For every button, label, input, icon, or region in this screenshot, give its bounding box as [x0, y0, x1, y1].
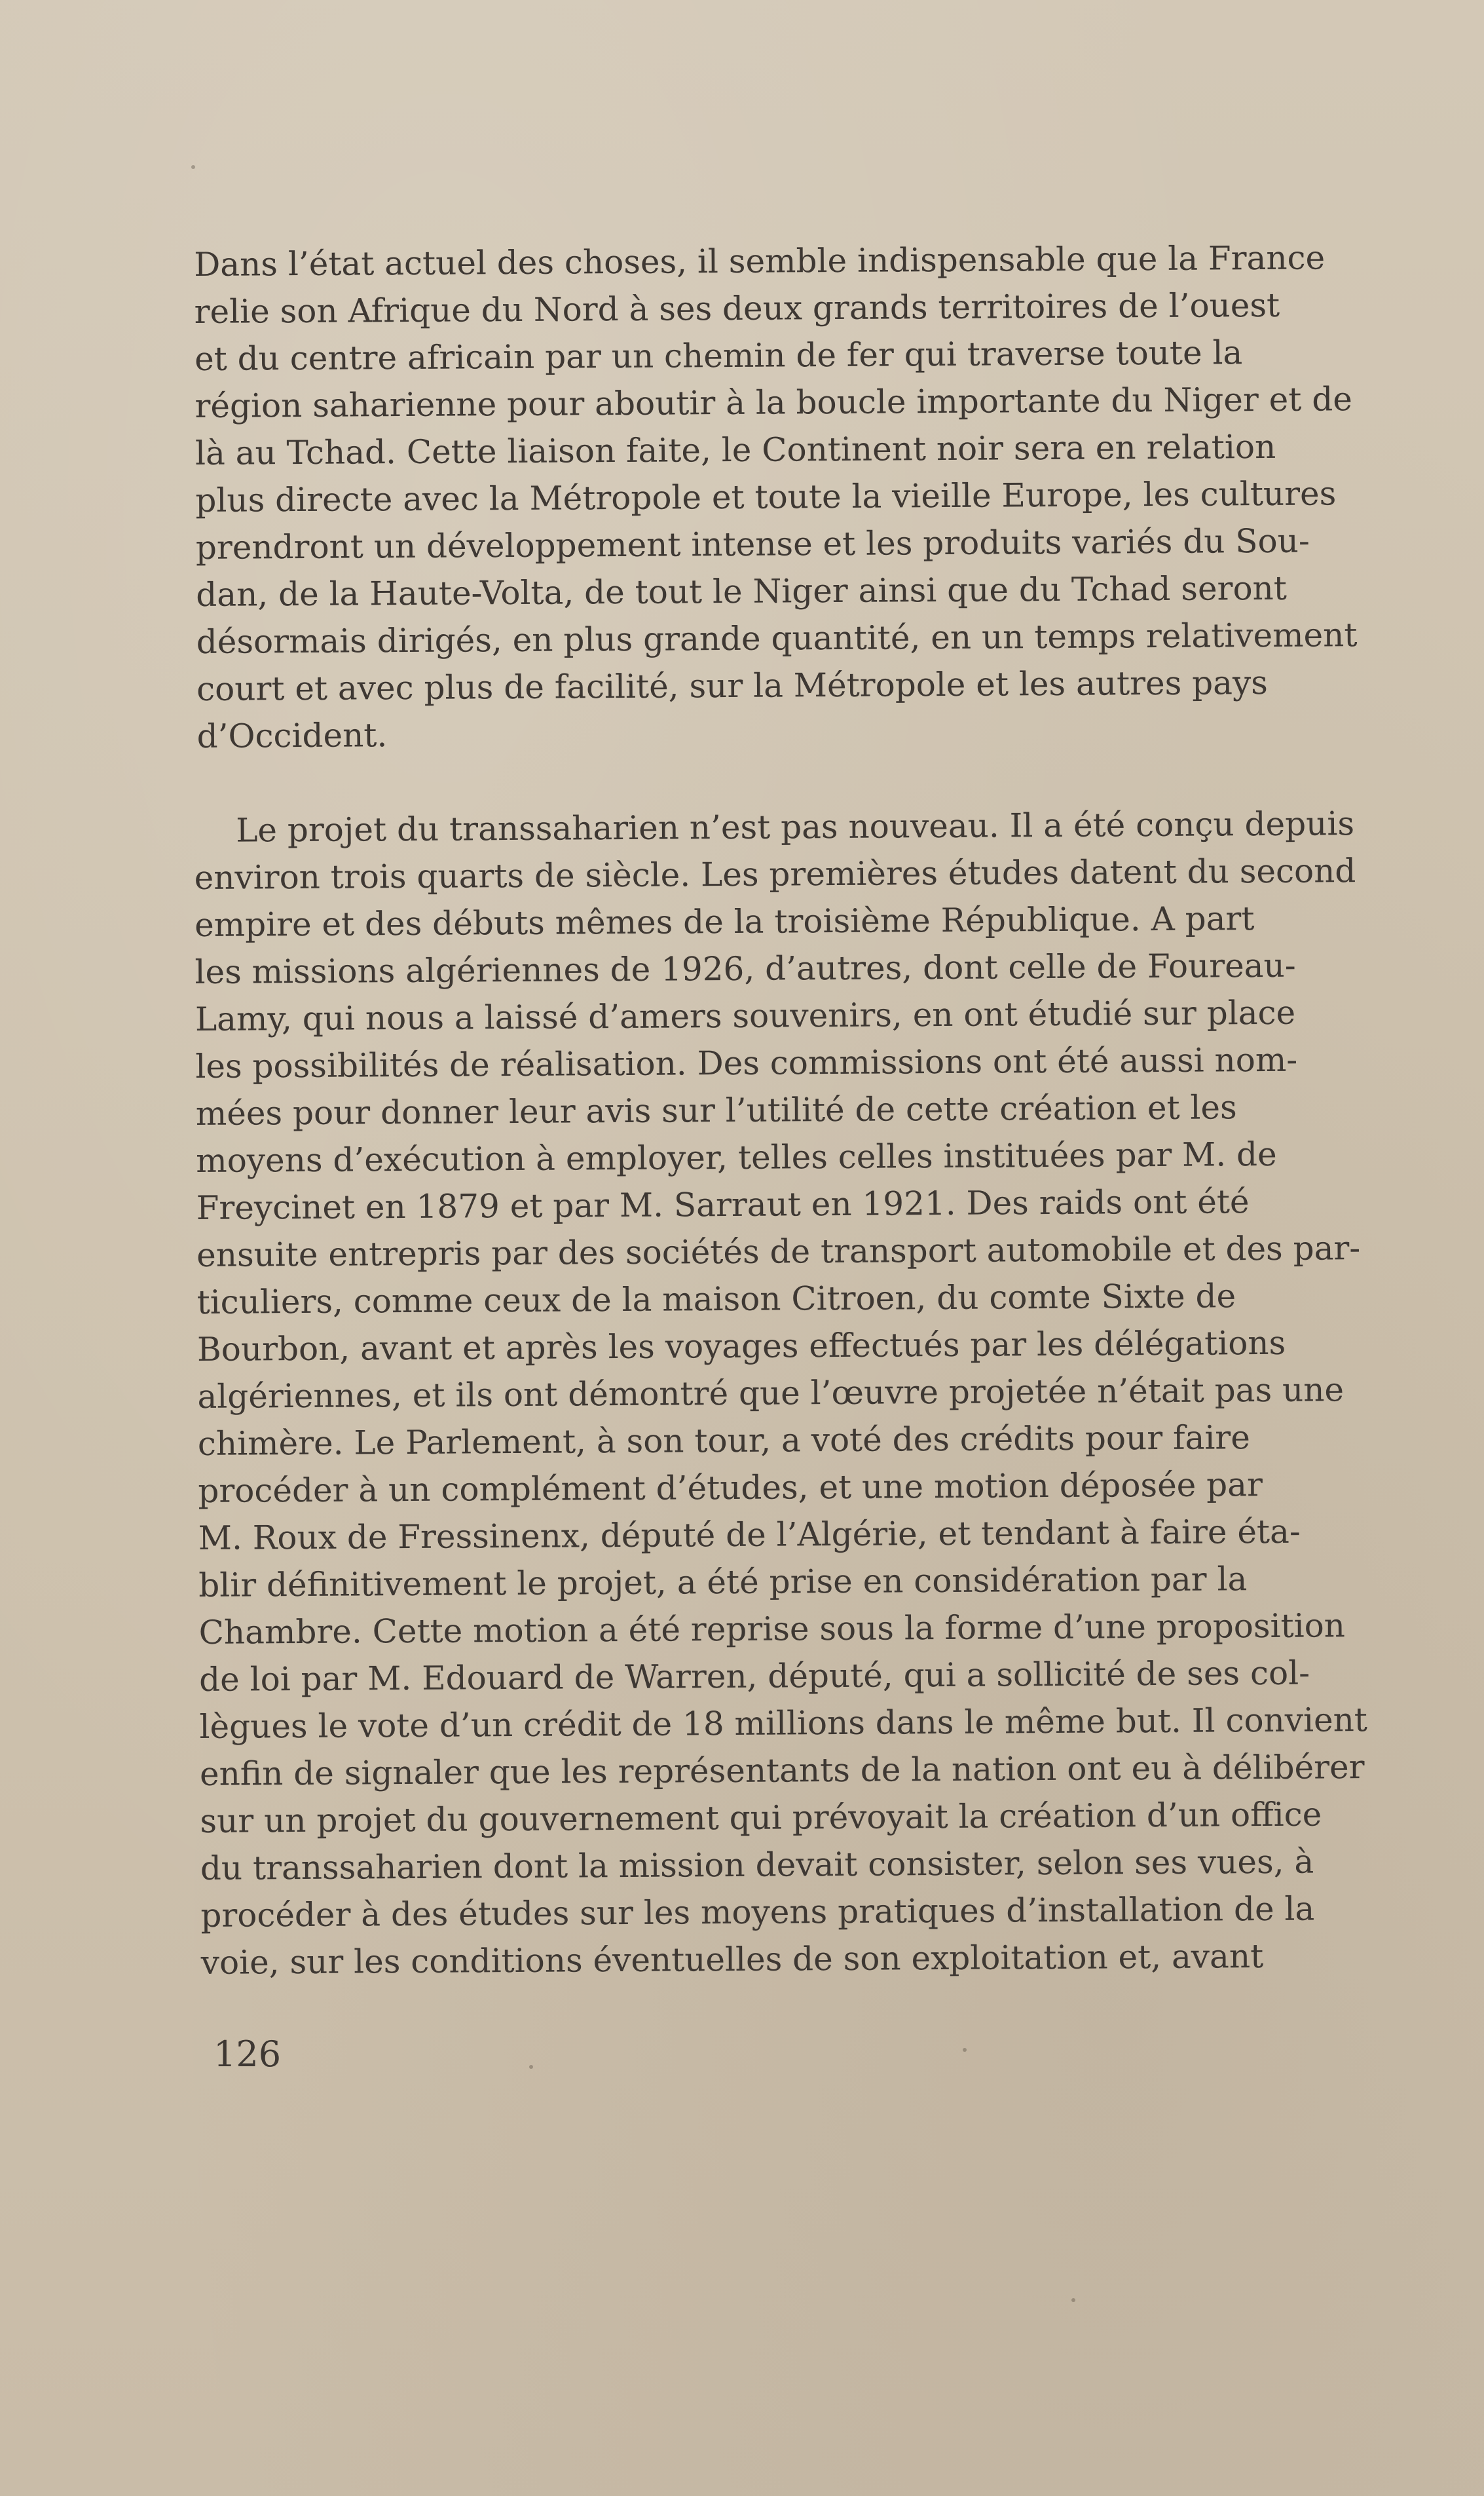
text-line: court et avec plus de facilité, sur la Métropole et les autres pays — [196, 663, 1269, 708]
text-line: lègues le vote d’un crédit de 18 millions dans le même but. Il convient — [199, 1701, 1368, 1746]
text-line: là au Tchad. Cette liaison faite, le Continent noir sera en relation — [195, 427, 1276, 472]
text-line: Dans l’état actuel des choses, il semble indispensable que la France — [194, 238, 1326, 284]
text-line: région saharienne pour aboutir à la boucle importante du Niger et de — [195, 380, 1353, 425]
text-line: et du centre africain par un chemin de fer qui traverse toute la — [194, 333, 1243, 378]
text-line: empire et des débuts mêmes de la troisième République. A part — [194, 899, 1255, 944]
text-line: mées pour donner leur avis sur l’utilité de cette création et les — [195, 1088, 1237, 1133]
paper-speck — [191, 165, 195, 169]
text-line: procéder à un complément d’études, et une motion déposée par — [198, 1465, 1263, 1510]
text-line: Freycinet en 1879 et par M. Sarraut en 1921. Des raids ont été — [196, 1182, 1250, 1227]
text-line: désormais dirigés, en plus grande quantité, en un temps relativement — [196, 616, 1358, 661]
text-line: prendront un développement intense et les produits variés du Sou- — [195, 521, 1310, 567]
text-line: relie son Afrique du Nord à ses deux grands territoires de l’ouest — [194, 286, 1280, 331]
paragraph-1 — [194, 234, 1384, 760]
text-line: d’Occident. — [196, 716, 388, 755]
text-line: procéder à des études sur les moyens pratiques d’installation de la — [200, 1889, 1315, 1935]
text-line: ticuliers, comme ceux de la maison Citroen, du comte Sixte de — [196, 1277, 1236, 1321]
text-line: chimère. Le Parlement, à son tour, a voté des crédits pour faire — [197, 1418, 1251, 1463]
text-line: Le projet du transsaharien n’est pas nouveau. Il a été conçu depuis — [236, 804, 1355, 850]
paper-speck — [1071, 2298, 1075, 2302]
text-line: M. Roux de Fressinenx, député de l’Algérie, et tendant à faire éta- — [198, 1512, 1301, 1557]
text-line: plus directe avec la Métropole et toute la vieille Europe, les cultures — [195, 474, 1337, 520]
text-line: Bourbon, avant et après les voyages effectués par les délégations — [196, 1323, 1286, 1369]
page-number: 126 — [213, 2033, 282, 2075]
paper-speck — [963, 2048, 967, 2052]
text-line: moyens d’exécution à employer, telles celles instituées par M. de — [196, 1135, 1277, 1180]
paper-speck — [529, 2065, 533, 2069]
text-line: dan, de la Haute-Volta, de tout le Niger ainsi que du Tchad seront — [196, 569, 1288, 614]
text-line: blir définitivement le projet, a été prise en considération par la — [198, 1560, 1248, 1604]
text-line: voie, sur les conditions éventuelles de son exploitation et, avant — [200, 1937, 1264, 1982]
text-line: algériennes, et ils ont démontré que l’œuvre projetée n’était pas une — [197, 1371, 1345, 1416]
text-line: Lamy, qui nous a laissé d’amers souvenirs, en ont étudié sur place — [195, 993, 1296, 1038]
text-line: ensuite entrepris par des sociétés de transport automobile et des par- — [196, 1229, 1361, 1274]
text-line: environ trois quarts de siècle. Les premières études datent du second — [194, 852, 1356, 897]
text-line: les possibilités de réalisation. Des commissions ont été aussi nom- — [195, 1040, 1298, 1086]
text-line: du transsaharien dont la mission devait consister, selon ses vues, à — [200, 1842, 1314, 1887]
text-line: sur un projet du gouvernement qui prévoyait la création d’un office — [200, 1795, 1322, 1840]
text-line: Chambre. Cette motion a été reprise sous la forme d’une proposition — [198, 1606, 1346, 1652]
text-line: de loi par M. Edouard de Warren, député, qui a sollicité de ses col- — [198, 1654, 1310, 1699]
text-line: enfin de signaler que les représentants de la nation ont eu à délibérer — [199, 1748, 1365, 1793]
text-line: les missions algériennes de 1926, d’autres, dont celle de Foureau- — [195, 946, 1296, 991]
paragraph-2 — [194, 800, 1388, 1986]
